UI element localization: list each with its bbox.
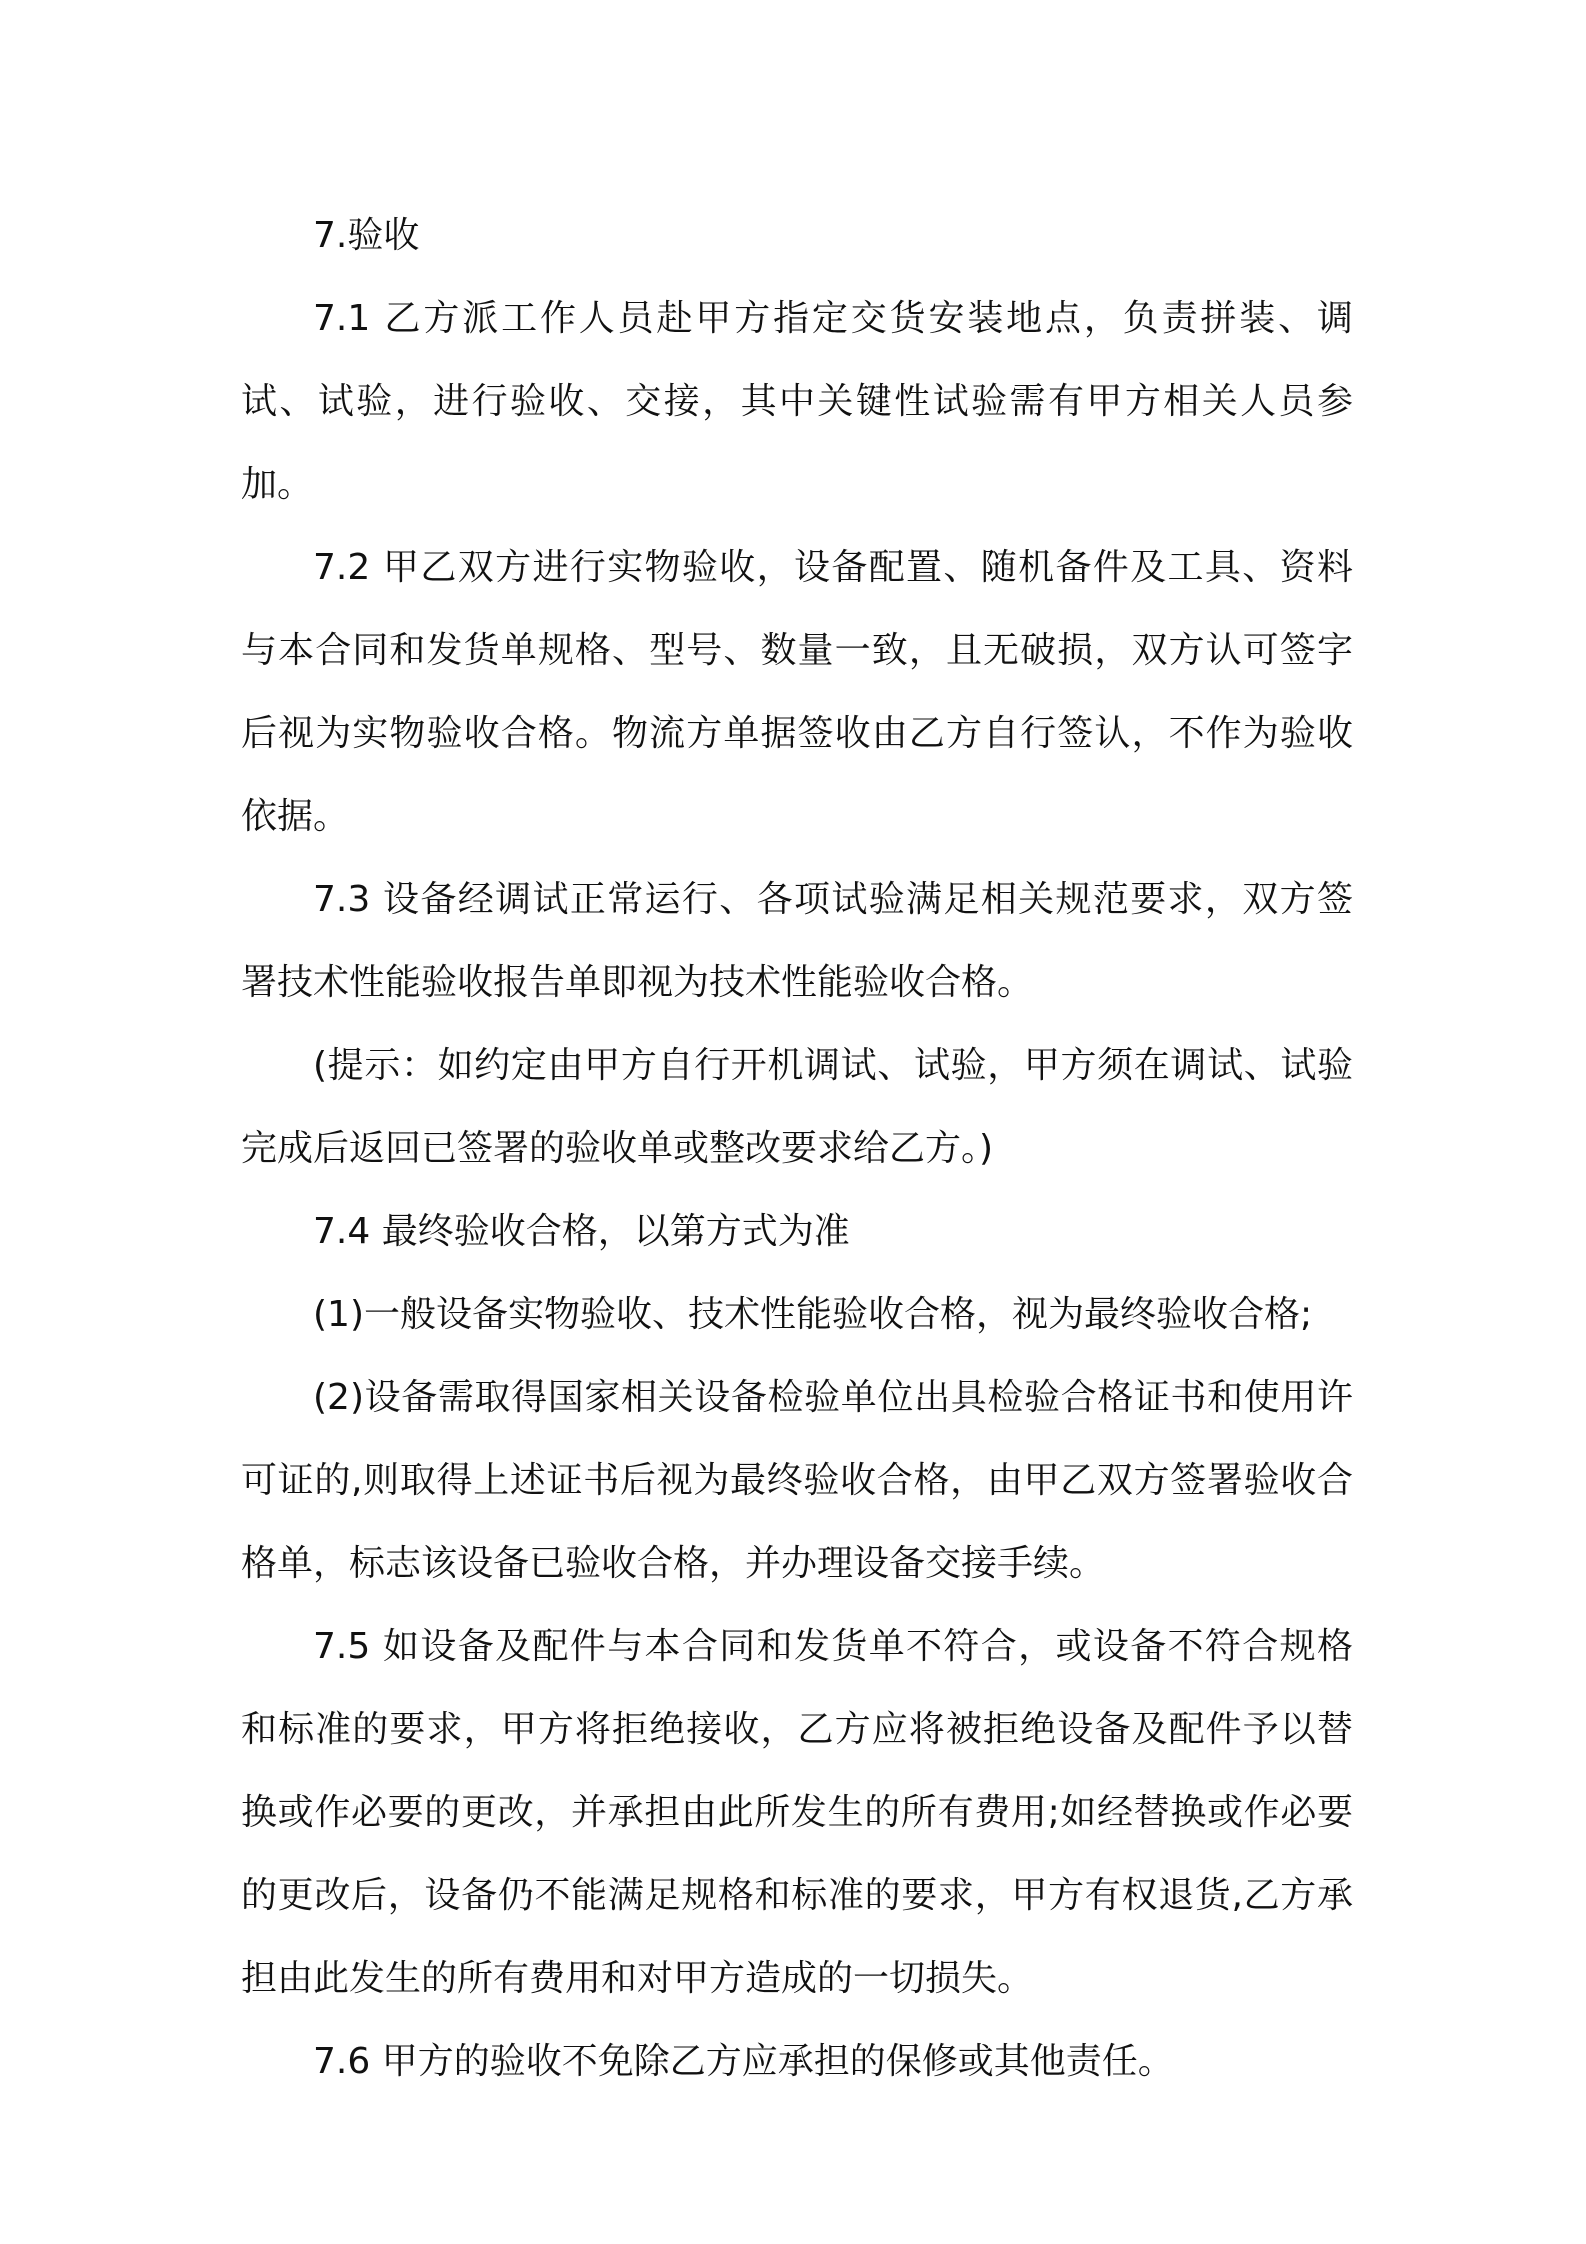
- clause-7-2: 7.2 甲乙双方进行实物验收，设备配置、随机备件及工具、资料与本合同和发货单规格、型号、数量一致，且无破损，双方认可签字后视为实物验收合格。物流方单据签收由乙方自行签认，不作为验收依据。: [241, 547, 1353, 837]
- clause-7-3: 7.3 设备经调试正常运行、各项试验满足相关规范要求，双方签署技术性能验收报告单即视为技术性能验收合格。: [241, 879, 1353, 1003]
- clause-7-4-item-1: (1)一般设备实物验收、技术性能验收合格，视为最终验收合格;: [313, 1294, 1313, 1335]
- document-body: [241, 194, 1353, 2103]
- clause-7-5: 7.5 如设备及配件与本合同和发货单不符合，或设备不符合规格和标准的要求，甲方将拒绝接收，乙方应将被拒绝设备及配件予以替换或作必要的更改，并承担由此所发生的所有费用;如经替换或作必要的更改后，设备仍不能满足规格和标准的要求，甲方有权退货,乙方承担由此发生的所有费用和对甲方造成的一切损失。: [241, 1626, 1353, 1999]
- clause-7-4-item-2: (2)设备需取得国家相关设备检验单位出具检验合格证书和使用许可证的,则取得上述证书后视为最终验收合格，由甲乙双方签署验收合格单，标志该设备已验收合格，并办理设备交接手续。: [241, 1377, 1353, 1584]
- clause-7-3-note: (提示：如约定由甲方自行开机调试、试验，甲方须在调试、试验完成后返回已签署的验收单或整改要求给乙方。): [241, 1045, 1353, 1169]
- clause-7-4: 7.4 最终验收合格，以第方式为准: [313, 1211, 850, 1252]
- clause-7-6: 7.6 甲方的验收不免除乙方应承担的保修或其他责任。: [313, 2041, 1174, 2082]
- clause-7-1: 7.1 乙方派工作人员赴甲方指定交货安装地点，负责拼装、调试、试验，进行验收、交接，其中关键性试验需有甲方相关人员参加。: [241, 298, 1353, 505]
- section-title: 7.验收: [313, 215, 420, 256]
